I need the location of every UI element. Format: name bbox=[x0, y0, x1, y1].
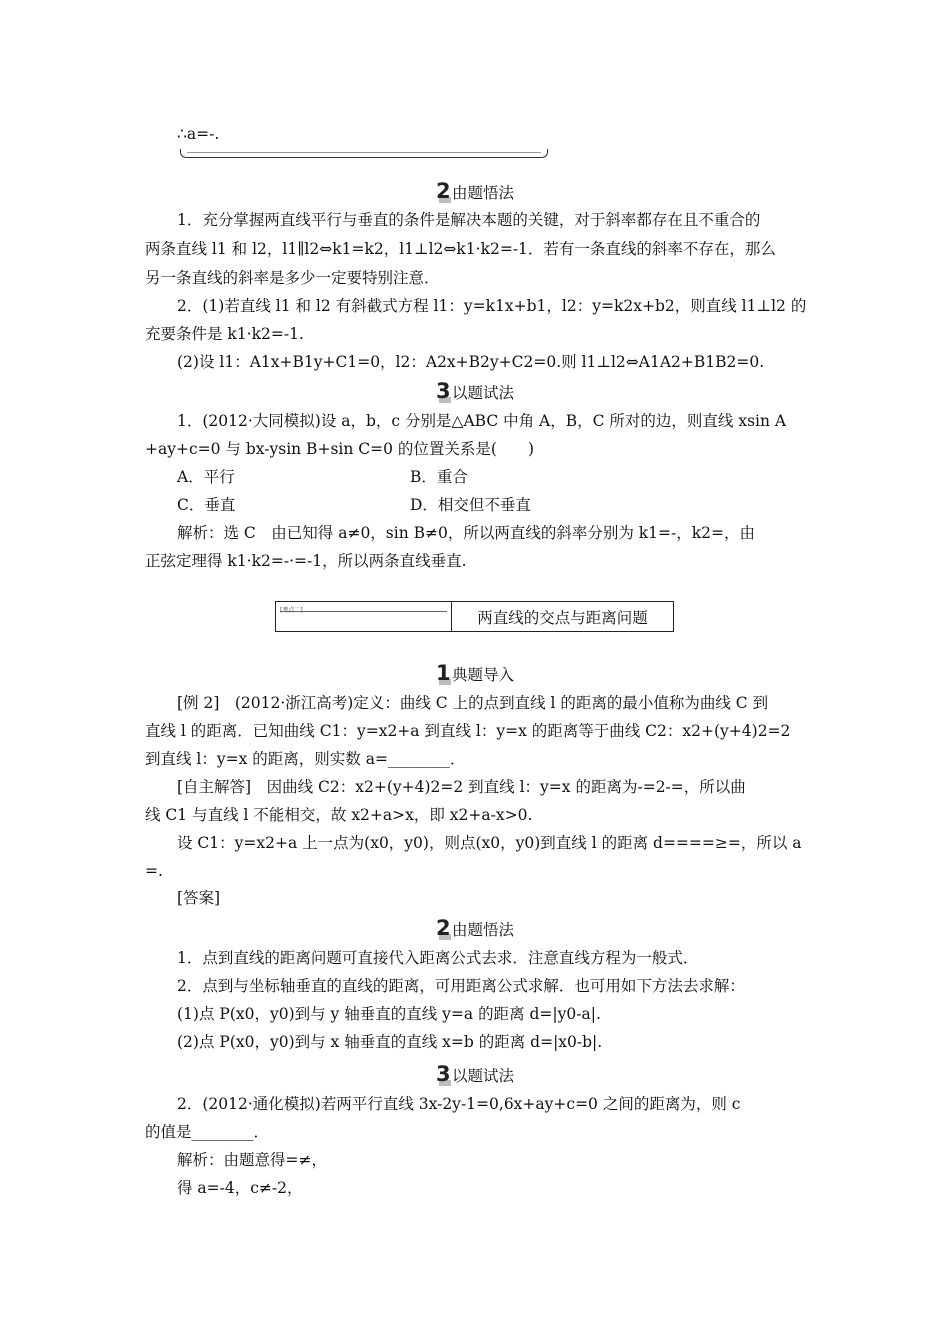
paragraph: 两条直线 l1 和 l2，l1∥l2⇔k1=k2，l1⊥l2⇔k1·k2=-1．若有一条直线的斜率不存在，那么 bbox=[145, 240, 776, 258]
answer-line: 线 C1 与直线 l 不能相交，故 x2+a>x，即 x2+a-x>0. bbox=[145, 806, 533, 824]
solution-line: 正弦定理得 k1·k2=-·=-1，所以两条直线垂直. bbox=[145, 552, 467, 570]
solution-line: 解析：由题意得=≠， bbox=[177, 1151, 327, 1169]
end-bracket bbox=[180, 149, 548, 158]
section-heading-2: 3 以题试法 bbox=[435, 379, 514, 403]
step-number-icon: 1 bbox=[435, 661, 451, 685]
option-b: B．重合 bbox=[410, 468, 468, 486]
paragraph: (1)点 P(x0，y0)到与 y 轴垂直的直线 y=a 的距离 d=|y0-a|. bbox=[177, 1005, 601, 1023]
paragraph: 充要条件是 k1·k2=-1. bbox=[145, 325, 304, 343]
question-line: 的值是________． bbox=[145, 1123, 270, 1141]
paragraph: 另一条直线的斜率是多少一定要特别注意． bbox=[145, 269, 440, 287]
section-title: 两直线的交点与距离问题 bbox=[477, 609, 648, 627]
answer-line: [自主解答] 因曲线 C2：x2+(y+4)2=2 到直线 l：y=x 的距离为-=2-=，所以曲 bbox=[177, 778, 746, 796]
option-c: C．垂直 bbox=[177, 496, 236, 514]
section-heading-1: 2 由题悟法 bbox=[435, 179, 514, 203]
example-line: 到直线 l：y=x 的距离，则实数 a=________． bbox=[145, 750, 466, 768]
paragraph: 2．(1)若直线 l1 和 l2 有斜截式方程 l1：y=k1x+b1，l2：y=k2x+b2，则直线 l1⊥l2 的 bbox=[177, 297, 807, 315]
example-line: [例 2] (2012·浙江高考)定义：曲线 C 上的点到直线 l 的距离的最小值称为曲线 C 到 bbox=[177, 694, 769, 712]
paragraph: 2．点到与坐标轴垂直的直线的距离，可用距离公式求解．也可用如下方法去求解： bbox=[177, 977, 745, 995]
conclusion-line: ∴a=-. bbox=[177, 125, 220, 143]
option-a: A．平行 bbox=[177, 468, 235, 486]
solution-line: 得 a=-4，c≠-2， bbox=[177, 1179, 303, 1197]
step-number-icon: 3 bbox=[435, 1062, 451, 1086]
solution-line: 解析：选 C 由已知得 a≠0，sin B≠0，所以两直线的斜率分别为 k1=-，k2=，由 bbox=[177, 524, 756, 542]
step-number-icon: 3 bbox=[435, 379, 451, 403]
paragraph: (2)设 l1：A1x+B1y+C1=0，l2：A2x+B2y+C2=0.则 l1⊥l2⇔A1A2+B1B2=0. bbox=[177, 353, 765, 371]
answer-line: 设 C1：y=x2+a 上一点为(x0，y0)，则点(x0，y0)到直线 l 的距离 d====≥=，所以 a bbox=[177, 834, 802, 852]
step-number-icon: 2 bbox=[435, 916, 451, 940]
section-tag: [考点二] bbox=[280, 607, 303, 614]
question-line: 2．(2012·通化模拟)若两平行直线 3x-2y-1=0,6x+ay+c=0 之间的距离为，则 c bbox=[177, 1095, 741, 1113]
section-heading-3: 1 典题导入 bbox=[435, 661, 514, 685]
paragraph: 1．充分掌握两直线平行与垂直的条件是解决本题的关键，对于斜率都存在且不重合的 bbox=[177, 211, 761, 229]
option-d: D．相交但不垂直 bbox=[410, 496, 531, 514]
section-heading-5: 3 以题试法 bbox=[435, 1062, 514, 1086]
answer-label: [答案] bbox=[177, 889, 221, 907]
question-line: 1．(2012·大同模拟)设 a，b，c 分别是△ABC 中角 A，B，C 所对的边，则直线 xsin A bbox=[177, 412, 787, 430]
answer-line: =. bbox=[145, 862, 163, 880]
section-title-box bbox=[275, 601, 674, 632]
section-heading-4: 2 由题悟法 bbox=[435, 916, 514, 940]
step-number-icon: 2 bbox=[435, 179, 451, 203]
question-line: +ay+c=0 与 bx-ysin B+sin C=0 的位置关系是( ) bbox=[145, 440, 534, 458]
paragraph: (2)点 P(x0，y0)到与 x 轴垂直的直线 x=b 的距离 d=|x0-b|. bbox=[177, 1033, 603, 1051]
paragraph: 1．点到直线的距离问题可直接代入距离公式去求．注意直线方程为一般式． bbox=[177, 949, 699, 967]
example-line: 直线 l 的距离．已知曲线 C1：y=x2+a 到直线 l：y=x 的距离等于曲线 C2：x2+(y+4)2=2 bbox=[145, 722, 791, 740]
